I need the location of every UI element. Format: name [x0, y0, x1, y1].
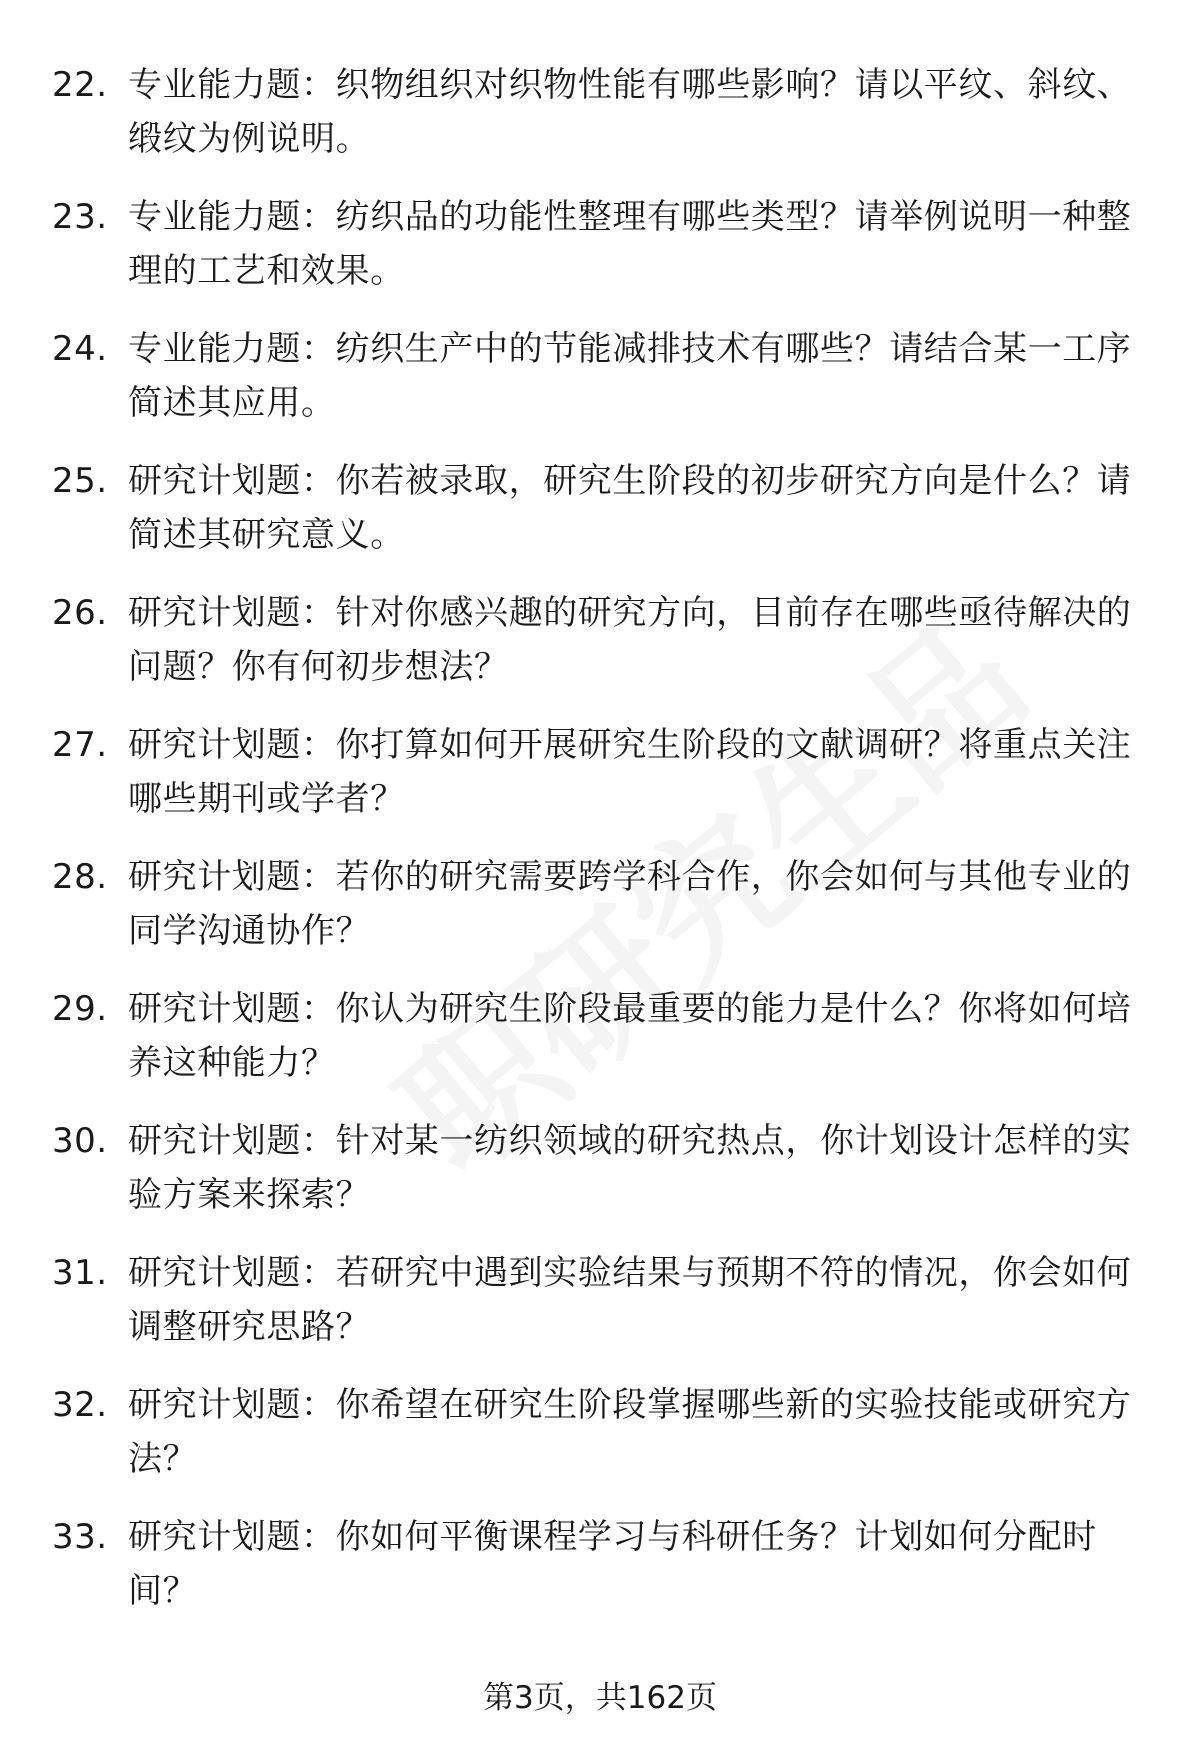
list-item — [52, 322, 1152, 454]
question-text: 研究计划题：你若被录取，研究生阶段的初步研究方向是什么？请简述其研究意义。 — [128, 461, 1132, 555]
question-number: 30. — [52, 1121, 108, 1161]
list-item — [52, 586, 1152, 718]
question-number: 23. — [52, 197, 108, 237]
list-item — [52, 1510, 1152, 1642]
question-text: 专业能力题：纺织生产中的节能减排技术有哪些？请结合某一工序简述其应用。 — [128, 329, 1132, 423]
question-number: 32. — [52, 1385, 108, 1425]
list-item — [52, 718, 1152, 850]
question-text: 专业能力题：纺织品的功能性整理有哪些类型？请举例说明一种整理的工艺和效果。 — [128, 197, 1132, 291]
list-item — [52, 454, 1152, 586]
question-number: 31. — [52, 1253, 108, 1293]
list-item — [52, 982, 1152, 1114]
question-number: 27. — [52, 725, 108, 765]
question-text: 研究计划题：你如何平衡课程学习与科研任务？计划如何分配时间？ — [128, 1517, 1097, 1611]
question-text: 研究计划题：你打算如何开展研究生阶段的文献调研？将重点关注哪些期刊或学者？ — [128, 725, 1132, 819]
question-number: 25. — [52, 461, 108, 501]
list-item — [52, 58, 1152, 190]
page-number-footer: 第3页，共162页 — [483, 1680, 717, 1716]
question-list — [52, 58, 1152, 1642]
question-number: 29. — [52, 989, 108, 1029]
question-text: 研究计划题：若研究中遇到实验结果与预期不符的情况，你会如何调整研究思路？ — [128, 1253, 1132, 1347]
question-text: 研究计划题：针对你感兴趣的研究方向，目前存在哪些亟待解决的问题？你有何初步想法？ — [128, 593, 1132, 687]
question-number: 24. — [52, 329, 108, 369]
list-item — [52, 850, 1152, 982]
question-number: 28. — [52, 857, 108, 897]
question-text: 研究计划题：若你的研究需要跨学科合作，你会如何与其他专业的同学沟通协作？ — [128, 857, 1132, 951]
question-text: 专业能力题：织物组织对织物性能有哪些影响？请以平纹、斜纹、缎纹为例说明。 — [128, 65, 1132, 159]
question-number: 26. — [52, 593, 108, 633]
list-item — [52, 1246, 1152, 1378]
list-item — [52, 1114, 1152, 1246]
question-text: 研究计划题：针对某一纺织领域的研究热点，你计划设计怎样的实验方案来探索？ — [128, 1121, 1132, 1215]
question-text: 研究计划题：你认为研究生阶段最重要的能力是什么？你将如何培养这种能力？ — [128, 989, 1132, 1083]
list-item — [52, 190, 1152, 322]
question-number: 22. — [52, 65, 108, 105]
list-item — [52, 1378, 1152, 1510]
question-number: 33. — [52, 1517, 108, 1557]
question-text: 研究计划题：你希望在研究生阶段掌握哪些新的实验技能或研究方法？ — [128, 1385, 1132, 1479]
